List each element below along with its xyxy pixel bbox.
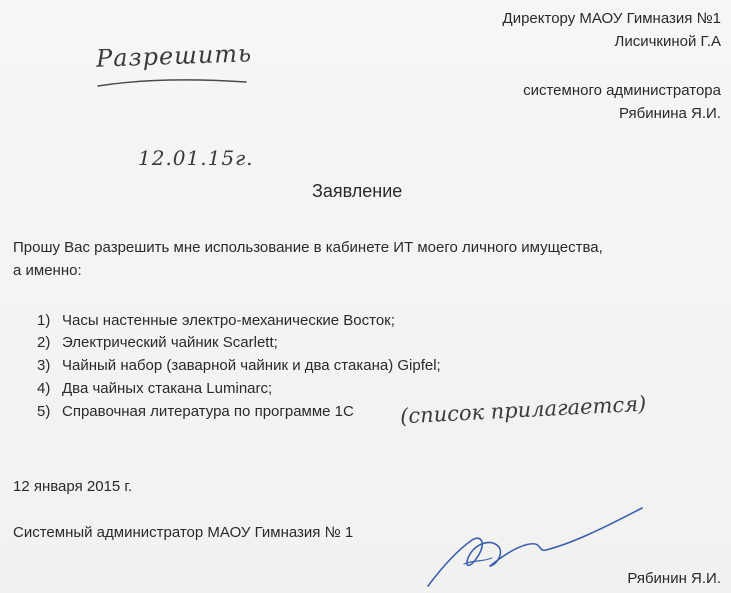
body-line-1: Прошу Вас разрешить мне использование в кабинете ИТ моего личного имущества, — [13, 239, 603, 256]
body-line-2: а именно: — [13, 262, 82, 279]
list-item-text: Чайный набор (заварной чайник и два стакана) Gipfel; — [62, 357, 441, 374]
handwritten-list-note: (список прилагается) — [399, 391, 647, 429]
addressee-line-2: Лисичкиной Г.А — [614, 33, 721, 50]
list-item-number: 2) — [37, 334, 51, 351]
document-title: Заявление — [312, 181, 403, 201]
list-item-text: Два чайных стакана Luminarc; — [62, 380, 273, 397]
signature-name: Рябинин Я.И. — [627, 570, 721, 587]
sender-line-1: системного администратора — [523, 82, 721, 99]
resolution-handwriting: Разрешить — [95, 39, 253, 73]
addressee-line-1: Директору МАОУ Гимназия №1 — [502, 10, 721, 27]
sender-line-2: Рябинина Я.И. — [618, 105, 721, 122]
list-item-number: 1) — [37, 312, 51, 329]
signature-position: Системный администратор МАОУ Гимназия № 1 — [13, 524, 354, 541]
document-date: 12 января 2015 г. — [13, 478, 133, 495]
list-item-number: 5) — [37, 403, 51, 420]
list-item-text: Справочная литература по программе 1С — [62, 403, 354, 420]
resolution-underline — [96, 74, 256, 94]
resolution-date-handwriting: 12.01.15г. — [138, 146, 254, 170]
list-item-text: Электрический чайник Scarlett; — [62, 334, 278, 351]
list-item-number: 4) — [37, 380, 51, 397]
signature-scribble — [420, 500, 650, 590]
list-item-number: 3) — [37, 357, 51, 374]
list-item-text: Часы настенные электро-механические Восток; — [62, 312, 395, 329]
